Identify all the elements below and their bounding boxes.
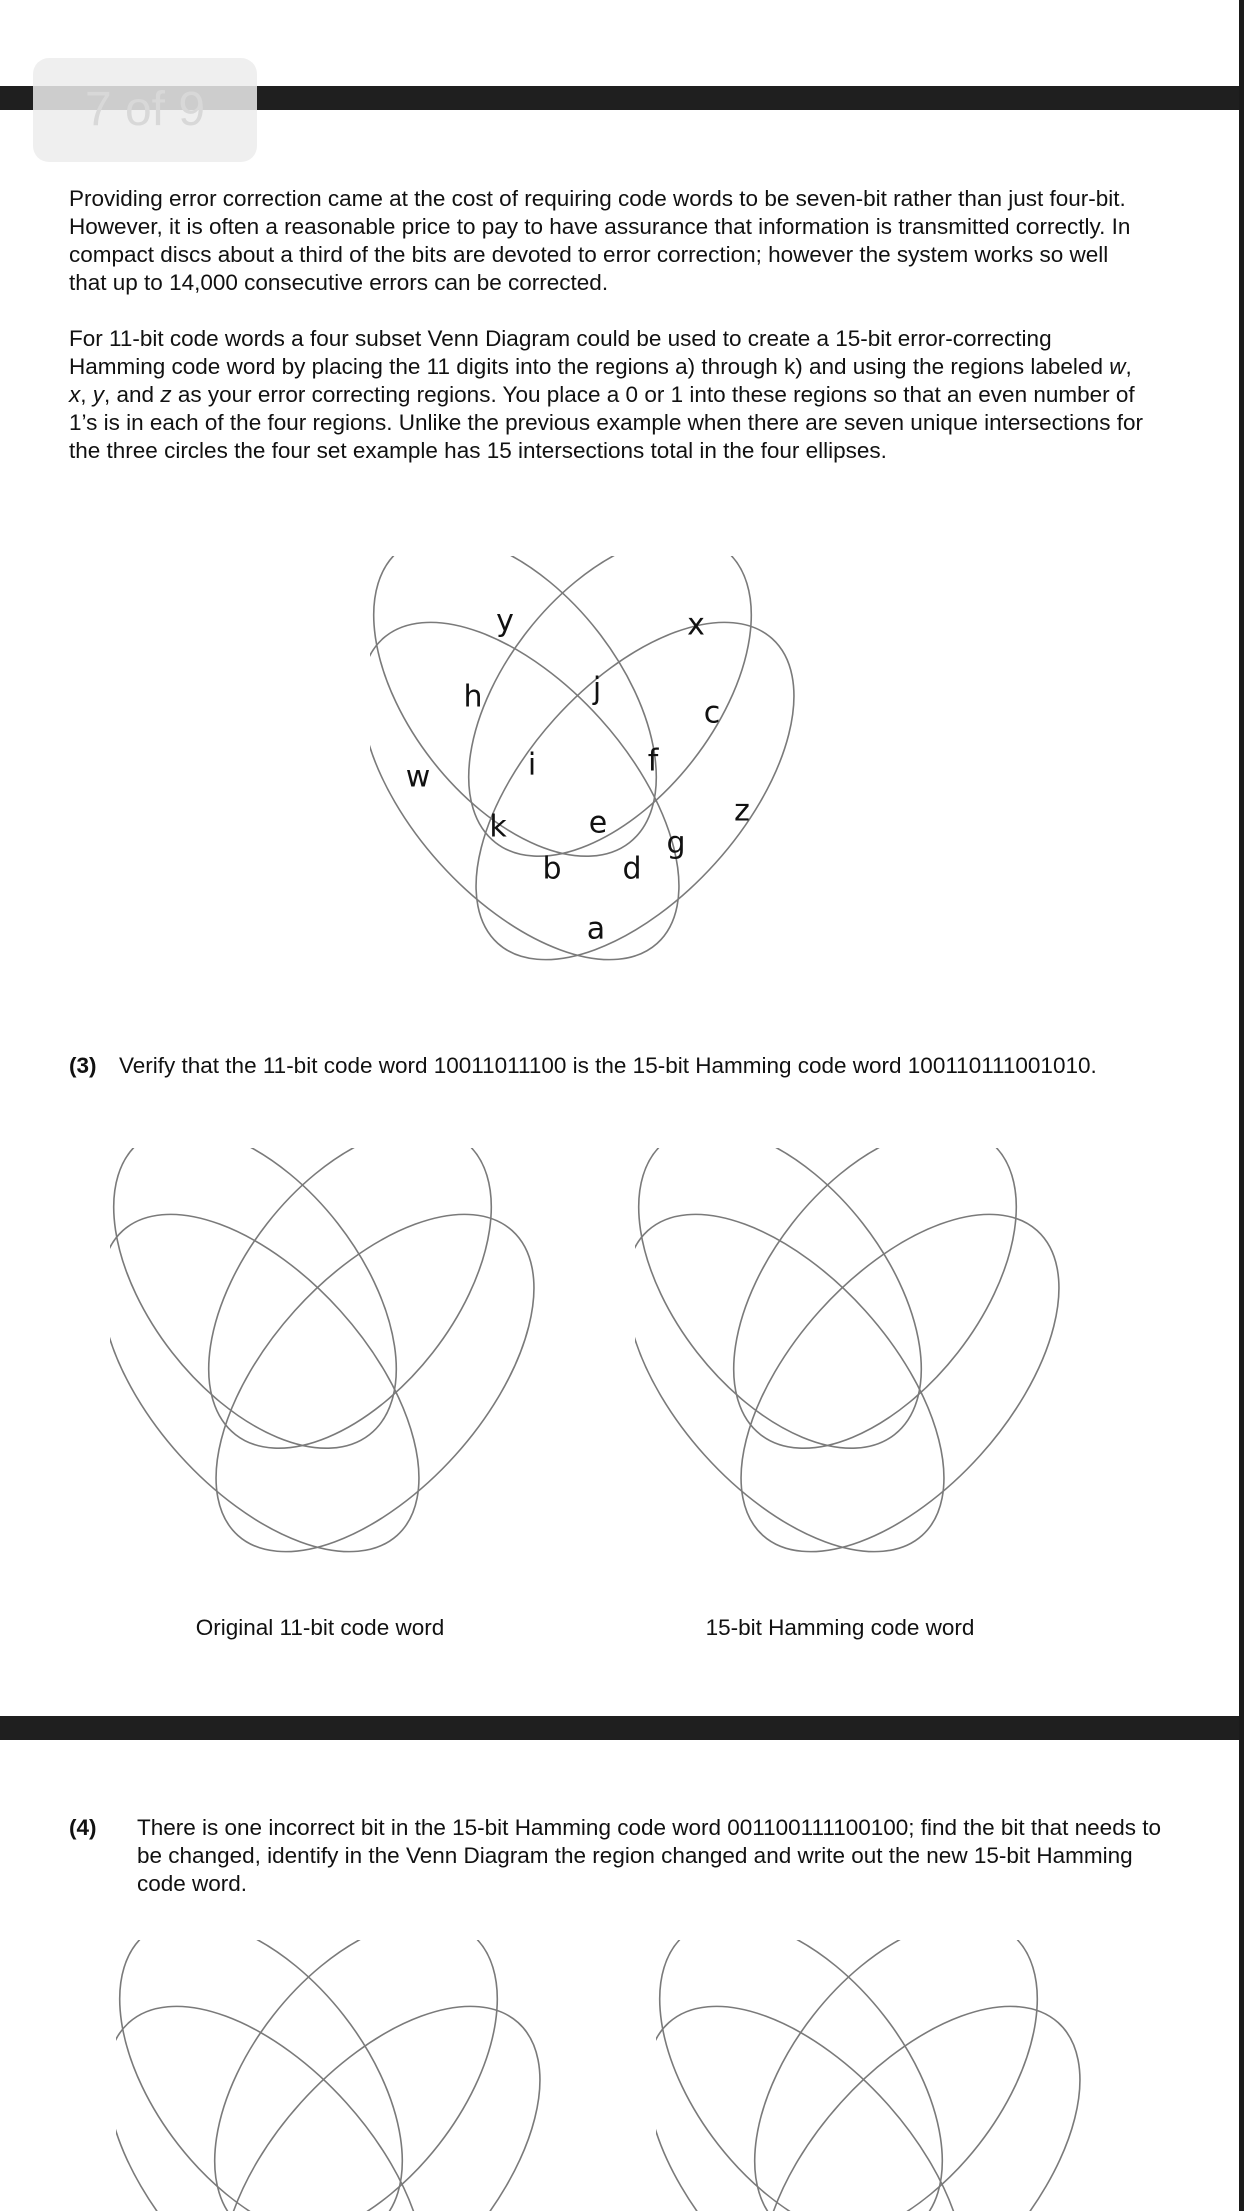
region-name-w: w bbox=[1109, 354, 1126, 379]
ellipse-z bbox=[704, 1950, 1106, 2211]
venn-label-e: e bbox=[588, 805, 608, 841]
paragraph-error-correction-cost: Providing error correction came at the cost of requiring code words to be seven-bit rather than just four-bit. However, it is often a reasonable price to pay to have assurance that information is transmitted correctly. In compact discs about a third of the bits are devoted to error correction; however the system works so well that up to 14,000 consecutive errors can be corrected. bbox=[69, 186, 1131, 295]
right-edge-bar bbox=[1239, 0, 1244, 2211]
paragraph-text-part: , and bbox=[104, 382, 161, 407]
blank-venn-q4-left bbox=[116, 1940, 566, 2211]
region-name-x: x bbox=[69, 382, 81, 407]
question-3-text: Verify that the 11-bit code word 10011011100 is the 15-bit Hamming code word 100110111001010. bbox=[119, 1053, 1097, 1078]
venn-label-z: z bbox=[734, 793, 750, 829]
ellipse-z bbox=[683, 1158, 1085, 1578]
ellipse-z bbox=[158, 1158, 560, 1578]
caption-hamming-code-word: 15-bit Hamming code word bbox=[705, 1615, 975, 1640]
caption-original-code-word: Original 11-bit code word bbox=[195, 1615, 445, 1640]
ellipse-z bbox=[418, 566, 820, 992]
venn-label-b: b bbox=[542, 851, 562, 887]
venn-label-j: j bbox=[592, 671, 602, 707]
ellipse-x bbox=[699, 1940, 1094, 2211]
venn-label-h: h bbox=[463, 679, 483, 715]
ellipse-y bbox=[656, 1940, 998, 2211]
question-4-text: There is one incorrect bit in the 15-bit Hamming code word 001100111100100; find the bit that needs to be changed, identify in the Venn Diagram the region changed and write out the new 15-bit Hamming code word. bbox=[137, 1815, 1161, 1896]
labeled-venn-diagram bbox=[370, 556, 820, 992]
paragraph-four-set-venn bbox=[69, 325, 1149, 465]
paragraph-text-part: , bbox=[1125, 354, 1132, 379]
venn-label-k: k bbox=[489, 809, 507, 845]
blank-venn-q4-right bbox=[656, 1940, 1106, 2211]
venn-label-a: a bbox=[586, 911, 606, 947]
venn-label-g: g bbox=[666, 825, 686, 861]
question-3-number: (3) bbox=[69, 1053, 97, 1078]
ellipse-w bbox=[656, 1950, 1023, 2211]
ellipse-y bbox=[635, 1148, 977, 1499]
ellipse-x bbox=[159, 1940, 554, 2211]
venn-label-d: d bbox=[622, 851, 642, 887]
ellipse-y bbox=[116, 1940, 458, 2211]
ellipse-x bbox=[413, 556, 808, 907]
region-name-z: z bbox=[160, 382, 172, 407]
ellipse-x bbox=[678, 1148, 1073, 1499]
ellipse-y bbox=[110, 1148, 452, 1499]
paragraph-text-part: For 11-bit code words a four subset Venn Diagram could be used to create a 15-bit error-correcting Hamming code word by placing the 11 digits into the regions a) through k) and using the regions labeled bbox=[69, 326, 1110, 379]
region-name-y: y bbox=[92, 382, 105, 407]
venn-label-y: y bbox=[496, 603, 514, 639]
ellipse-w bbox=[116, 1950, 483, 2211]
question-4-number: (4) bbox=[69, 1815, 97, 1840]
page-counter-badge: 7 of 9 bbox=[33, 58, 257, 162]
paragraph-text-part: as your error correcting regions. You place a 0 or 1 into these regions so that an even number of 1’s is in each of the four regions. Unlike the previous example when there are seven unique intersections for the three circles the four set example has 15 intersections total in the four ellipses. bbox=[69, 382, 1143, 463]
venn-label-i: i bbox=[527, 747, 537, 783]
venn-label-f: f bbox=[647, 743, 659, 779]
blank-venn-original bbox=[110, 1148, 560, 1578]
blank-venn-hamming bbox=[635, 1148, 1085, 1578]
ellipse-z bbox=[164, 1950, 566, 2211]
paragraph-text-part: , bbox=[80, 382, 93, 407]
ellipse-x bbox=[153, 1148, 548, 1499]
venn-label-c: c bbox=[703, 695, 721, 731]
ellipse-y bbox=[370, 556, 712, 907]
venn-label-w: w bbox=[405, 759, 431, 795]
venn-label-x: x bbox=[687, 607, 705, 643]
page-separator-bottom bbox=[0, 1716, 1239, 1740]
